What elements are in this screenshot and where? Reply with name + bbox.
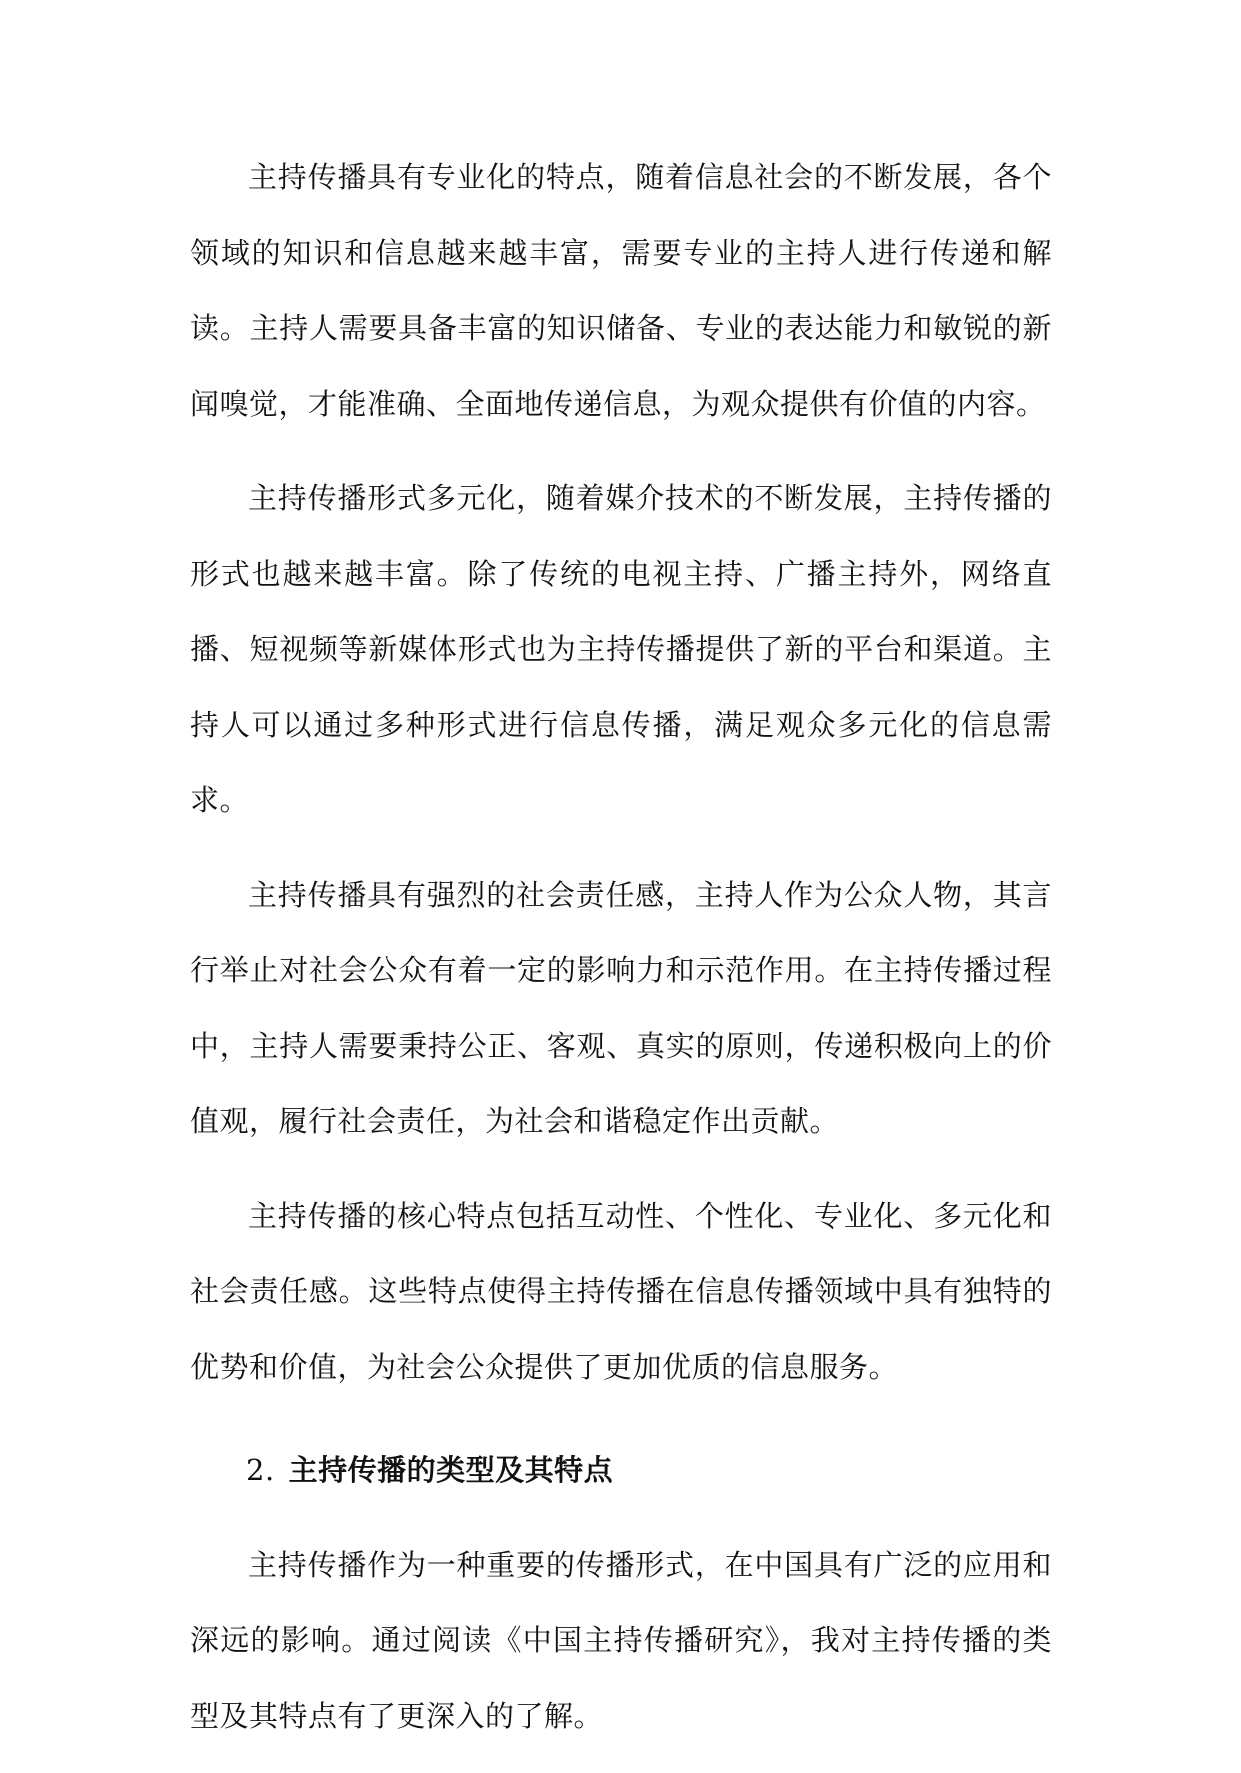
paragraph-professionalization: 主持传播具有专业化的特点，随着信息社会的不断发展，各个领域的知识和信息越来越丰富，需要专业的主持人进行传递和解读。主持人需要具备丰富的知识储备、专业的表达能力和敏锐的新闻嗅觉，才能准确、全面地传递信息，为观众提供有价值的内容。 [190, 160, 1052, 421]
paragraph-section-intro: 主持传播作为一种重要的传播形式，在中国具有广泛的应用和深远的影响。通过阅读《中国主持传播研究》，我对主持传播的类型及其特点有了更深入的了解。 [190, 1547, 1052, 1733]
section-number: 2. [246, 1453, 275, 1487]
paragraph-diversification: 主持传播形式多元化，随着媒介技术的不断发展，主持传播的形式也越来越丰富。除了传统的电视主持、广播主持外，网络直播、短视频等新媒体形式也为主持传播提供了新的平台和渠道。主持人可以通过多种形式进行信息传播，满足观众多元化的信息需求。 [190, 481, 1052, 817]
paragraph-social-responsibility: 主持传播具有强烈的社会责任感，主持人作为公众人物，其言行举止对社会公众有着一定的影响力和示范作用。在主持传播过程中，主持人需要秉持公正、客观、真实的原则，传递积极向上的价值观，履行社会责任，为社会和谐稳定作出贡献。 [190, 877, 1052, 1138]
body-text [190, 140, 1052, 1773]
paragraph-core-features: 主持传播的核心特点包括互动性、个性化、专业化、多元化和社会责任感。这些特点使得主持传播在信息传播领域中具有独特的优势和价值，为社会公众提供了更加优质的信息服务。 [190, 1198, 1052, 1384]
section-title: 主持传播的类型及其特点 [288, 1453, 614, 1487]
section-heading [190, 1433, 1052, 1509]
